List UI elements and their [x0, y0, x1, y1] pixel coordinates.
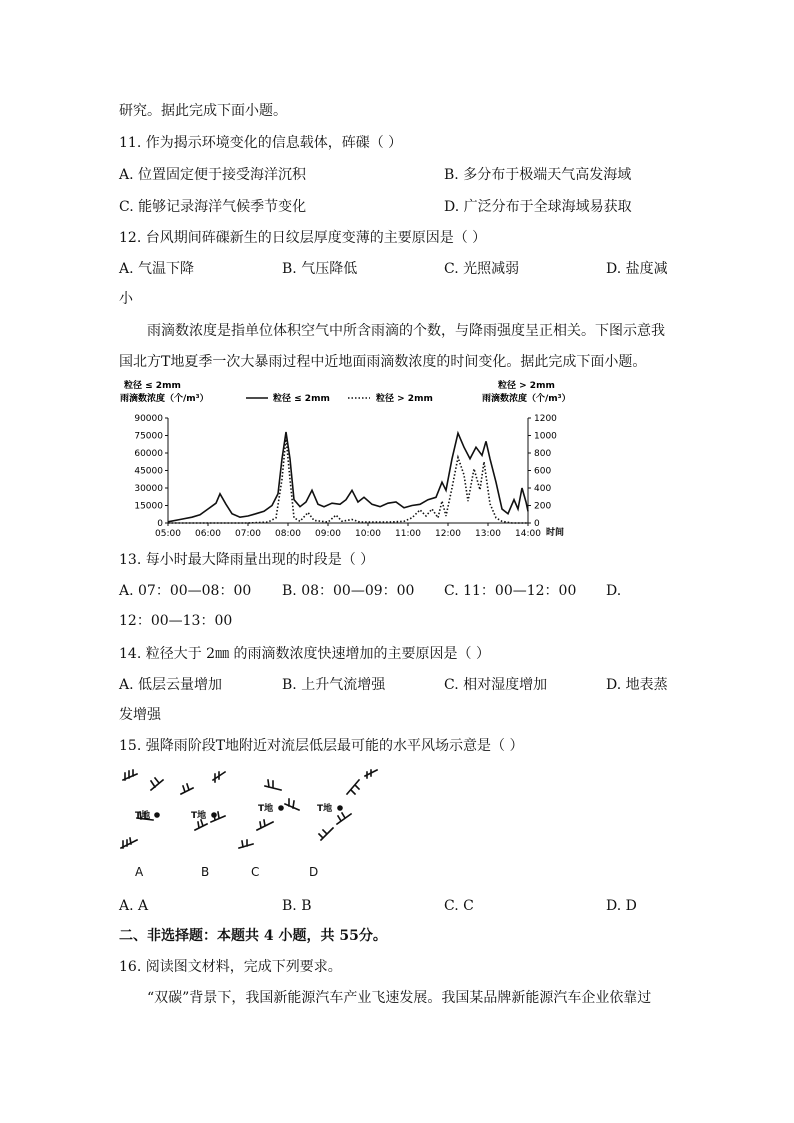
right-tick-label: 1200: [534, 414, 557, 424]
legend-solid-label: 粒径 ≤ 2mm: [273, 394, 330, 404]
q14-option-d: D. 地表蒸: [606, 677, 668, 693]
question-12: 12. 台风期间砗磲新生的日纹层厚度变薄的主要原因是（ ）: [119, 230, 487, 246]
x-tick-label: 12:00: [435, 529, 461, 539]
right-tick-label: 800: [534, 449, 552, 459]
right-tick-label: 600: [534, 466, 552, 477]
q11-option-a: A. 位置固定便于接受海洋沉积: [119, 167, 307, 183]
panel-label-a: A: [135, 865, 144, 879]
right-axis-title-2: 雨滴数浓度（个/m³）: [482, 394, 571, 404]
q12-option-c: C. 光照减弱: [444, 261, 520, 277]
q13-option-d-cont: 12：00—13：00: [119, 613, 233, 629]
t-label-d: T地: [317, 804, 333, 814]
panel-label-d: D: [309, 865, 319, 879]
wind-field-figure: [115, 768, 385, 883]
q14-option-d-cont: 发增强: [119, 707, 161, 723]
x-tick-label: 07:00: [235, 529, 261, 539]
t-label-a: T地: [135, 811, 151, 821]
q14-option-a: A. 低层云量增加: [119, 677, 223, 693]
q12-option-b: B. 气压降低: [282, 261, 358, 277]
question-16: 16. 阅读图文材料，完成下列要求。: [119, 959, 342, 975]
q11-option-c: C. 能够记录海洋气候季节变化: [119, 199, 307, 215]
panel-c-barbs: [239, 780, 299, 848]
series-line-small-drops: [168, 432, 528, 522]
panel-label-c: C: [251, 865, 260, 879]
q15-option-a: A. A: [119, 898, 149, 914]
left-axis-title-1: 粒径 ≤ 2mm: [124, 381, 181, 391]
question-11: 11. 作为揭示环境变化的信息载体，砗磲（ ）: [119, 135, 403, 151]
right-axis-title-1: 粒径 > 2mm: [498, 381, 555, 391]
q12-option-a: A. 气温下降: [119, 261, 195, 277]
q15-option-b: B. B: [282, 898, 312, 914]
raindrop-chart: [118, 376, 578, 541]
line-intro: 研究。据此完成下面小题。: [119, 103, 287, 119]
section-2-heading: 二、非选择题：本题共 4 小题，共 55分。: [119, 928, 387, 944]
paragraph-2: 国北方T地夏季一次大暴雨过程中近地面雨滴数浓度的时间变化。据此完成下面小题。: [119, 354, 647, 370]
legend: [246, 392, 433, 404]
q13-option-c: C. 11：00—12：00: [444, 583, 577, 599]
x-tick-label: 08:00: [275, 529, 301, 539]
q15-option-c: C. C: [444, 898, 474, 914]
question-13: 13. 每小时最大降雨量出现的时段是（ ）: [119, 552, 375, 568]
q13-option-b: B. 08：00—09：00: [282, 583, 415, 599]
right-tick-label: 400: [534, 484, 552, 494]
q11-option-d: D. 广泛分布于全球海域易获取: [444, 199, 632, 215]
t-label-b: T地: [191, 811, 207, 821]
x-tick-label: 06:00: [195, 529, 221, 539]
x-tick-label: 14:00: [515, 529, 541, 539]
q14-option-b: B. 上升气流增强: [282, 677, 386, 693]
left-tick-label: 90000: [134, 414, 163, 424]
legend-dotted-label: 粒径 > 2mm: [376, 394, 433, 404]
x-tick-label: 05:00: [155, 529, 181, 539]
left-tick-label: 30000: [134, 484, 163, 494]
panel-b-barbs: [181, 772, 225, 830]
panel-a-barbs: [121, 770, 163, 848]
left-tick-label: 15000: [134, 501, 163, 512]
right-tick-label: 1000: [534, 431, 557, 442]
x-axis-unit: 时间: [546, 528, 565, 538]
left-tick-label: 45000: [134, 466, 163, 477]
question-15: 15. 强降雨阶段T地附近对流层低层最可能的水平风场示意是（ ）: [119, 738, 524, 754]
right-tick-label: 200: [534, 501, 552, 512]
x-tick-label: 09:00: [315, 529, 341, 539]
question-14: 14. 粒径大于 2㎜ 的雨滴数浓度快速增加的主要原因是（ ）: [119, 646, 490, 662]
x-tick-label: 11:00: [395, 529, 421, 539]
q13-option-a: A. 07：00—08：00: [119, 583, 252, 599]
x-tick-label: 10:00: [355, 529, 381, 539]
right-tick-label: 0: [534, 519, 540, 529]
paragraph-3: “双碳”背景下，我国新能源汽车产业飞速发展。我国某品牌新能源汽车企业依靠过: [147, 990, 652, 1006]
left-tick-label: 75000: [134, 431, 163, 442]
q14-option-c: C. 相对湿度增加: [444, 677, 548, 693]
left-tick-label: 0: [157, 519, 163, 529]
left-axis-title-2: 雨滴数浓度（个/m³）: [120, 394, 209, 404]
panel-label-b: B: [201, 865, 210, 879]
paragraph-1: 雨滴数浓度是指单位体积空气中所含雨滴的个数，与降雨强度呈正相关。下图示意我: [147, 323, 665, 339]
x-tick-label: 13:00: [475, 529, 501, 539]
q12-option-d: D. 盐度减: [606, 261, 668, 277]
t-label-c: T地: [258, 804, 274, 814]
t-point-markers: [154, 805, 343, 818]
q15-option-d: D. D: [606, 898, 637, 914]
q12-option-d-cont: 小: [119, 291, 133, 307]
left-tick-label: 60000: [134, 449, 163, 459]
q11-option-b: B. 多分布于极端天气高发海域: [444, 167, 632, 183]
q13-option-d: D.: [606, 583, 622, 599]
